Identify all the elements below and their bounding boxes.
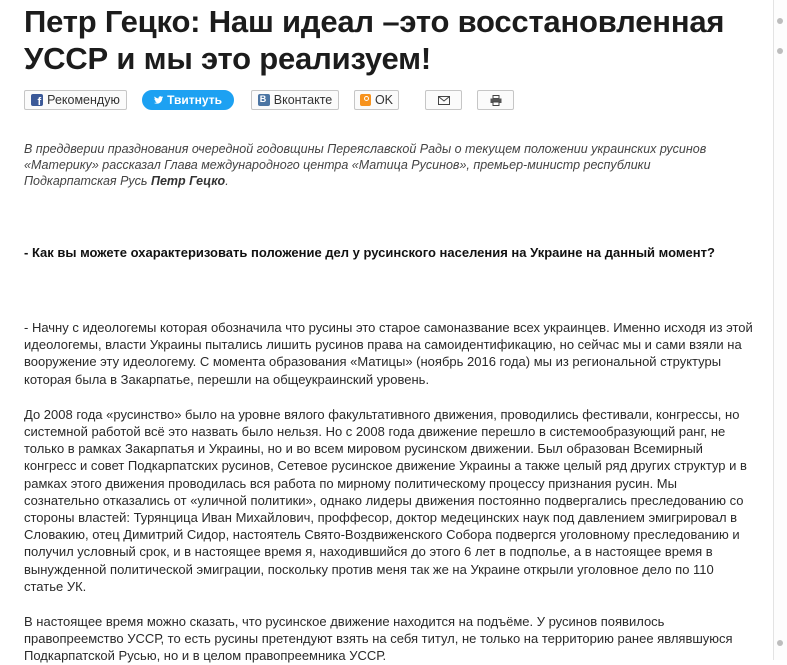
envelope-icon xyxy=(438,96,450,105)
answer-paragraph-3: В настоящее время можно сказать, что русинское движение находится на подъёме. У русинов появилось правопреемство УССР, то есть русины претендуют взять на себя титул, не только на территорию ранее являвшуюся Подкарпатской Русью, но и в целом правопреемника УССР. xyxy=(24,614,733,664)
odnoklassniki-share-label: OK xyxy=(374,93,393,107)
printer-icon xyxy=(490,95,502,106)
odnoklassniki-icon xyxy=(360,94,371,106)
scrollbar-marker xyxy=(777,18,783,24)
vkontakte-share-button[interactable] xyxy=(251,90,339,110)
scrollbar-track[interactable] xyxy=(773,0,787,660)
print-button[interactable] xyxy=(477,90,514,110)
answer-paragraph-2: До 2008 года «русинство» было на уровне вялого факультативного движения, проводились фестивали, конгрессы, но системной работой всё это назвать было нельзя. Но с 2008 года движение перешло в системообразующий ранг, не только в рамках Закарпатья и Украины, но и во всем мировом русинском движении. Был образован Всемирный конгресс и совет Подкарпатских русинов, Сетевое русинское движение Украины а также целый ряд других структур и в рамках этого движения проводилась вся работа по мирному политическому процессу признания русин. Мы сознательно отказались от «уличной политики», однако лидеры движения постоянно подвергались преследованию со стороны властей: Турянцица Иван Михайлович, проффесор, доктор медецинских наук под давлением эмигрировал в Словакию, отец Димитрий Сидор, настоятель Свято-Воздвиженского Собора подвергся уголовному преследованию и получил условный срок, и в настоящее время я, находившийся до этого 6 лет в подполье, а в настоящее время в вынужденной политической эмиграции, поскольку против меня так же на Украине открыли уголовное дело по 110 статье УК. xyxy=(24,406,747,594)
scrollbar-marker xyxy=(777,48,783,54)
odnoklassniki-share-button[interactable] xyxy=(354,90,399,110)
share-bar xyxy=(24,89,761,111)
lead-author-name: Петр Гецко xyxy=(150,174,226,188)
lead-text: В преддверии празднования очередной годовщины Переяславской Рады о текущем положении украинских русинов «Материку» рассказал Глава международного центра «Матица Русинов», премьер-министр республики Подкарпатская Русь xyxy=(24,142,707,188)
scrollbar-marker xyxy=(777,640,783,646)
twitter-tweet-label: Твитнуть xyxy=(167,93,222,107)
email-share-button[interactable] xyxy=(425,90,462,110)
article-lead xyxy=(24,141,744,189)
vk-icon xyxy=(258,94,270,106)
twitter-bird-icon xyxy=(154,95,163,105)
facebook-recommend-label: Рекомендую xyxy=(47,93,120,107)
vkontakte-share-label: Вконтакте xyxy=(273,93,333,107)
article-title: Петр Гецко: Наш идеал –это восстановленная УССР и мы это реализуем! xyxy=(24,4,725,76)
facebook-recommend-button[interactable] xyxy=(24,90,127,110)
interview-question: - Как вы можете охарактеризовать положение дел у русинского населения на Украине на данный момент? xyxy=(24,245,715,260)
facebook-icon xyxy=(31,94,43,106)
lead-end: . xyxy=(225,174,229,188)
twitter-tweet-button[interactable] xyxy=(142,90,234,110)
answer-paragraph-1: - Начну с идеологемы которая обозначила что русины это старое самоназвание всех украинцев. Именно исходя из этой идеологемы, власти Украины пытались лишить русинов права на самоидентификацию, но сейчас мы и сами взяли на вооружение эту идеологему. С момента образования «Матицы» (ноябрь 2016 года) мы из региональной структуры которая была в Закарпатье, перешли на общеукраинский уровень. xyxy=(24,320,753,387)
